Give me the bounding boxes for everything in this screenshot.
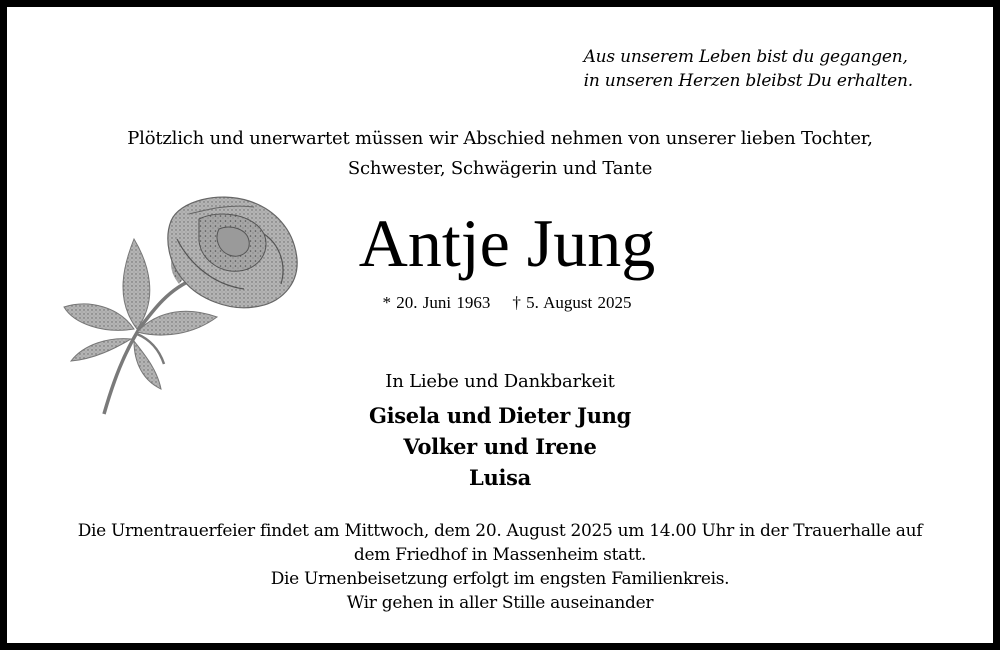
ceremony-line: Wir gehen in aller Stille auseinander (346, 593, 654, 613)
ceremony-line: Die Urnentrauerfeier findet am Mittwoch, dem 20. August 2025 um 14.00 Uhr in der Trauerhalle auf (77, 521, 923, 541)
death-date: † 5. August 2025 (512, 293, 632, 312)
birth-date: * 20. Juni 1963 (382, 293, 491, 312)
life-dates (7, 291, 993, 315)
memorial-quote (584, 45, 913, 93)
intro-text (7, 124, 993, 184)
mourners-intro: In Liebe und Dankbarkeit (385, 371, 615, 392)
ceremony-line: Die Urnenbeisetzung erfolgt im engsten Familienkreis. (270, 569, 730, 589)
mourners-list (7, 400, 993, 493)
mourner-name: Gisela und Dieter Jung (368, 403, 632, 428)
deceased-name: Antje Jung (358, 205, 656, 281)
mourner-name: Luisa (469, 465, 531, 490)
ceremony-line: dem Friedhof in Massenheim statt. (353, 545, 647, 565)
quote-line: Aus unserem Leben bist du gegangen, (583, 47, 908, 67)
intro-line: Schwester, Schwägerin und Tante (347, 158, 653, 179)
ceremony-details (7, 519, 993, 615)
mourner-name: Volker und Irene (403, 434, 597, 459)
quote-line: in unseren Herzen bleibst Du erhalten. (583, 71, 913, 91)
intro-line: Plötzlich und unerwartet müssen wir Abschied nehmen von unserer lieben Tochter, (127, 128, 873, 149)
